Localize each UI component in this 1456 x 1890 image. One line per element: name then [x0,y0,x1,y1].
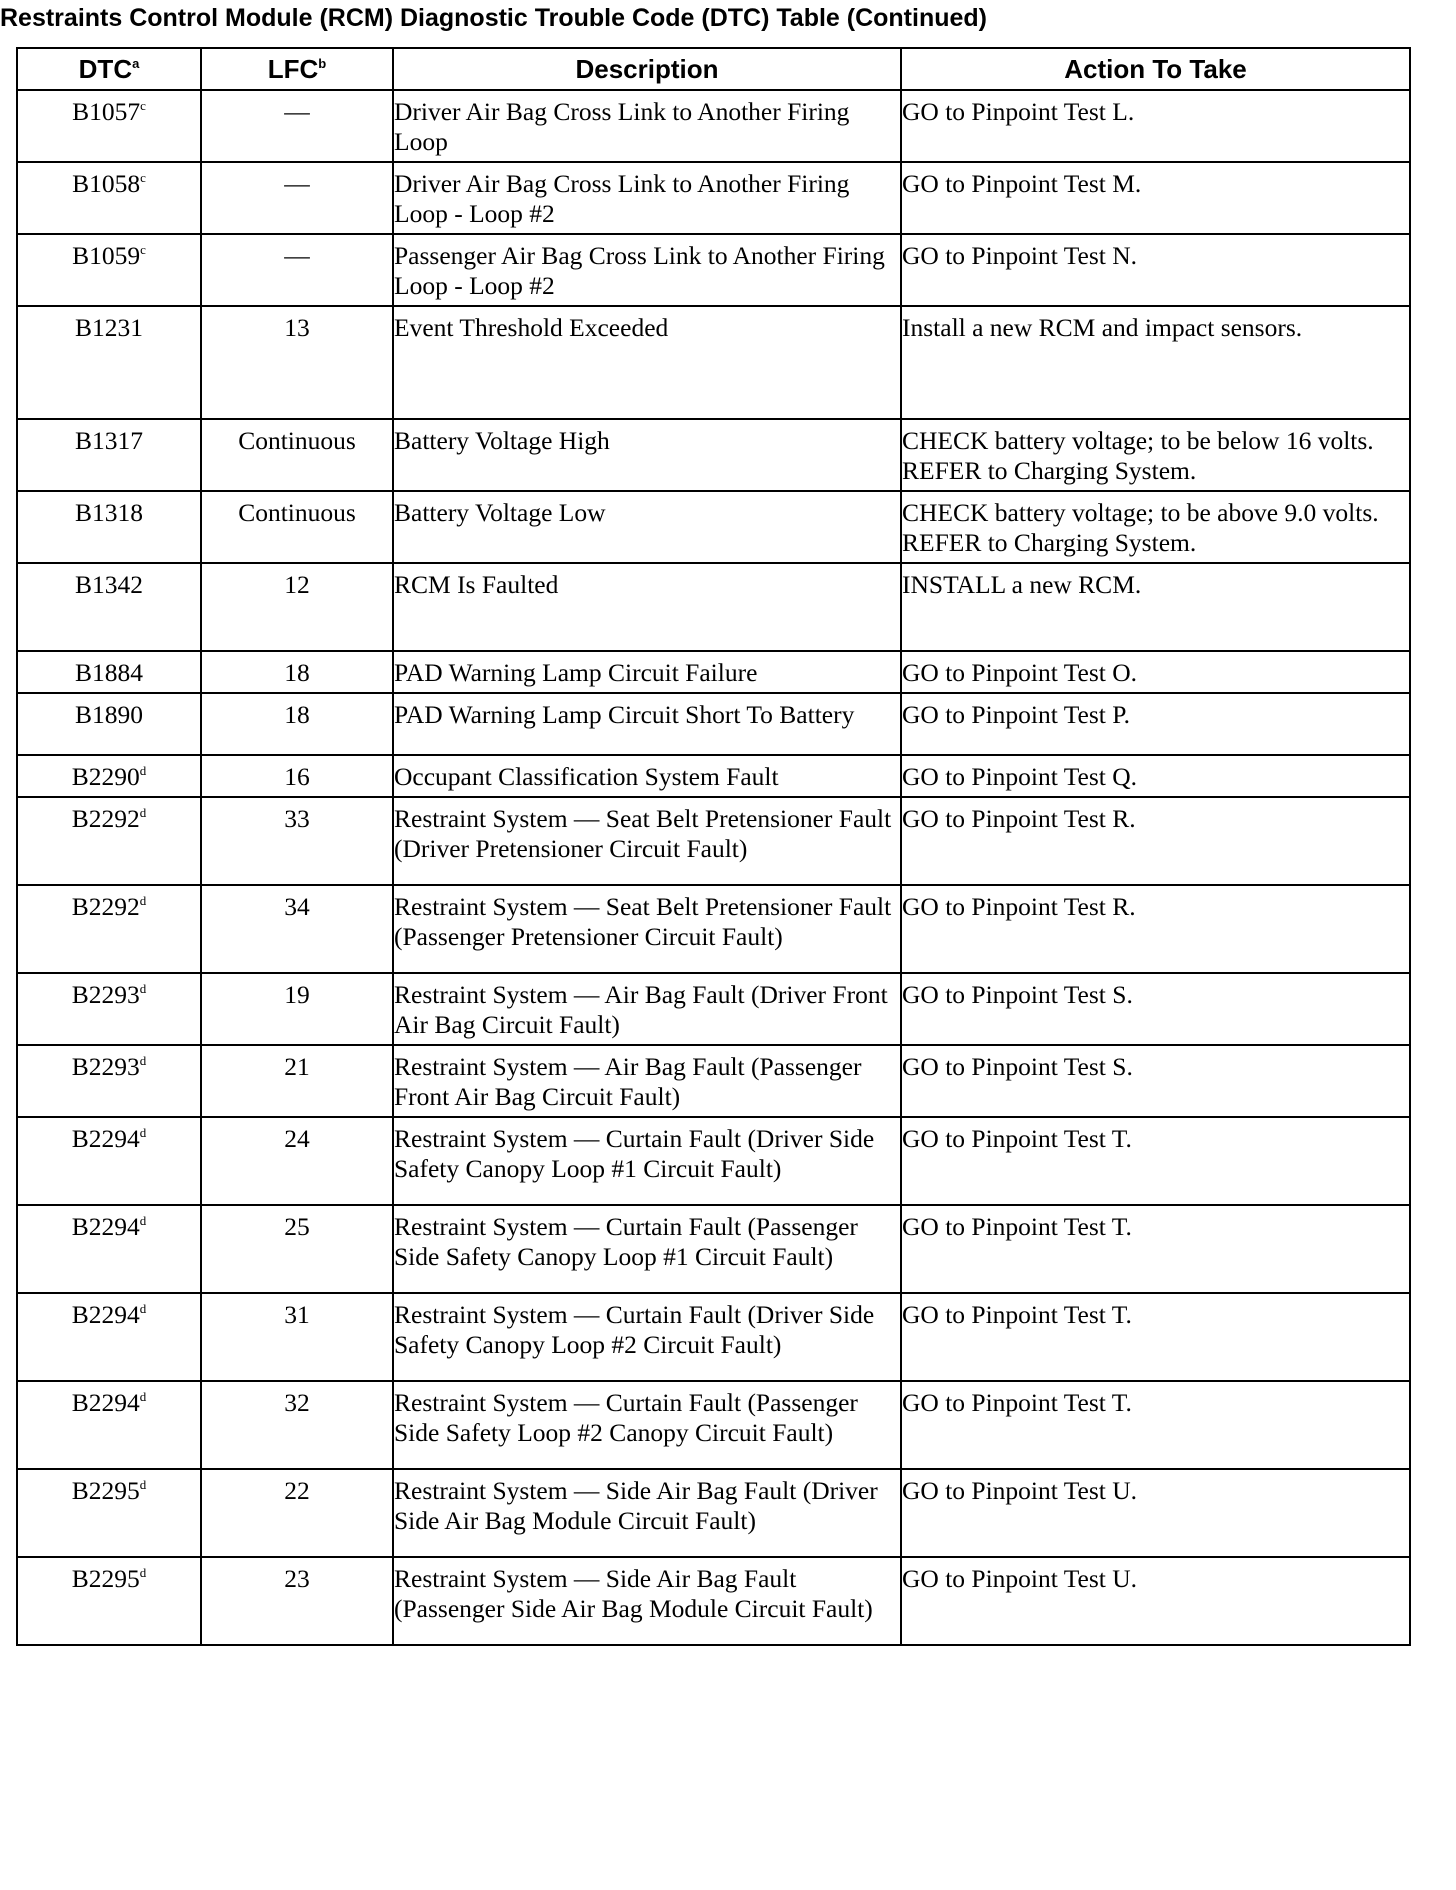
cell-action: Install a new RCM and impact sensors. [901,306,1410,419]
table-row [17,651,1410,693]
cell-description: Restraint System — Curtain Fault (Passenger Side Safety Canopy Loop #1 Circuit Fault) [393,1205,901,1293]
dtc-footnote: d [139,805,147,820]
cell-description: Driver Air Bag Cross Link to Another Firing Loop [393,90,901,162]
cell-action: GO to Pinpoint Test T. [901,1381,1410,1469]
cell-dtc [17,1293,201,1381]
dtc-footnote: d [139,1477,147,1492]
cell-dtc [17,1381,201,1469]
dtc-footnote: d [139,893,147,908]
cell-description: Battery Voltage High [393,419,901,491]
header-dtc-footnote: a [132,56,140,71]
dtc-code: B2293 [71,1052,140,1081]
cell-lfc: 32 [201,1381,393,1469]
cell-description: Passenger Air Bag Cross Link to Another Firing Loop - Loop #2 [393,234,901,306]
cell-dtc [17,1469,201,1557]
table-row [17,1293,1410,1381]
cell-lfc: 16 [201,755,393,797]
dtc-code: B2292 [71,892,140,921]
cell-action: GO to Pinpoint Test N. [901,234,1410,306]
cell-description: Restraint System — Air Bag Fault (Passenger Front Air Bag Circuit Fault) [393,1045,901,1117]
dtc-footnote: d [139,763,147,778]
cell-lfc: 13 [201,306,393,419]
table-row [17,1117,1410,1205]
cell-lfc: 31 [201,1293,393,1381]
header-description [393,48,901,90]
page-title: Restraints Control Module (RCM) Diagnostic Trouble Code (DTC) Table (Continued) [0,4,987,32]
table-body [17,90,1410,1645]
cell-lfc: 22 [201,1469,393,1557]
cell-dtc [17,797,201,885]
header-action-label: Action To Take [1064,54,1247,84]
cell-dtc [17,1205,201,1293]
cell-lfc: Continuous [201,419,393,491]
table-row [17,1381,1410,1469]
dtc-code: B1890 [74,700,143,729]
cell-description: Restraint System — Curtain Fault (Passenger Side Safety Loop #2 Canopy Circuit Fault) [393,1381,901,1469]
table-row [17,1205,1410,1293]
cell-dtc [17,90,201,162]
table-row [17,1469,1410,1557]
cell-dtc [17,973,201,1045]
cell-description: RCM Is Faulted [393,563,901,651]
dtc-code: B1317 [74,426,143,455]
table-row [17,1045,1410,1117]
dtc-code: B1318 [74,498,143,527]
header-dtc-label: DTC [78,54,133,84]
cell-dtc [17,1557,201,1645]
header-lfc-label: LFC [267,54,319,84]
cell-dtc [17,755,201,797]
cell-lfc: — [201,162,393,234]
cell-action: GO to Pinpoint Test S. [901,1045,1410,1117]
dtc-code: B1231 [74,313,143,342]
cell-dtc [17,234,201,306]
cell-dtc [17,693,201,755]
cell-dtc [17,306,201,419]
dtc-code: B1058 [72,169,141,198]
dtc-code: B1884 [74,658,143,687]
cell-action: GO to Pinpoint Test S. [901,973,1410,1045]
cell-description: Restraint System — Side Air Bag Fault (Passenger Side Air Bag Module Circuit Fault) [393,1557,901,1645]
cell-action: GO to Pinpoint Test U. [901,1469,1410,1557]
cell-description: Restraint System — Seat Belt Pretensioner Fault (Driver Pretensioner Circuit Fault) [393,797,901,885]
cell-lfc: 18 [201,693,393,755]
dtc-footnote: c [140,170,146,185]
cell-dtc [17,162,201,234]
dtc-footnote: d [139,1565,147,1580]
table-row [17,563,1410,651]
cell-lfc: 23 [201,1557,393,1645]
cell-action: GO to Pinpoint Test O. [901,651,1410,693]
cell-action: CHECK battery voltage; to be below 16 volts. REFER to Charging System. [901,419,1410,491]
cell-lfc: 12 [201,563,393,651]
cell-action: GO to Pinpoint Test L. [901,90,1410,162]
cell-action: GO to Pinpoint Test T. [901,1117,1410,1205]
dtc-code: B2295 [71,1564,140,1593]
dtc-footnote: d [139,1213,147,1228]
dtc-code: B2293 [71,980,140,1009]
cell-action: INSTALL a new RCM. [901,563,1410,651]
dtc-code: B1057 [72,97,141,126]
table-row [17,306,1410,419]
header-action [901,48,1410,90]
dtc-code: B2294 [71,1388,140,1417]
header-row [17,48,1410,90]
cell-dtc [17,1045,201,1117]
cell-description: Restraint System — Curtain Fault (Driver Side Safety Canopy Loop #1 Circuit Fault) [393,1117,901,1205]
cell-lfc: 33 [201,797,393,885]
table-row [17,885,1410,973]
cell-description: Restraint System — Seat Belt Pretensioner Fault (Passenger Pretensioner Circuit Fault) [393,885,901,973]
dtc-footnote: c [140,242,146,257]
cell-description: Restraint System — Air Bag Fault (Driver Front Air Bag Circuit Fault) [393,973,901,1045]
cell-description: Occupant Classification System Fault [393,755,901,797]
cell-lfc: 24 [201,1117,393,1205]
table-row [17,234,1410,306]
cell-dtc [17,651,201,693]
cell-lfc: 25 [201,1205,393,1293]
dtc-code: B2290 [71,762,140,791]
cell-lfc: 21 [201,1045,393,1117]
cell-action: GO to Pinpoint Test U. [901,1557,1410,1645]
cell-dtc [17,1117,201,1205]
cell-dtc [17,419,201,491]
table-row [17,90,1410,162]
dtc-code: B2294 [71,1212,140,1241]
table-row [17,797,1410,885]
cell-action: GO to Pinpoint Test T. [901,1293,1410,1381]
cell-description: Driver Air Bag Cross Link to Another Firing Loop - Loop #2 [393,162,901,234]
table-row [17,419,1410,491]
table-row [17,755,1410,797]
cell-lfc: Continuous [201,491,393,563]
cell-description: PAD Warning Lamp Circuit Short To Battery [393,693,901,755]
cell-dtc [17,491,201,563]
dtc-footnote: c [140,98,146,113]
dtc-code: B2294 [71,1300,140,1329]
dtc-footnote: d [139,1389,147,1404]
table-header [17,48,1410,90]
table-row [17,491,1410,563]
dtc-code: B2294 [71,1124,140,1153]
cell-action: GO to Pinpoint Test R. [901,885,1410,973]
dtc-footnote: d [139,981,147,996]
table-row [17,693,1410,755]
cell-description: Restraint System — Side Air Bag Fault (Driver Side Air Bag Module Circuit Fault) [393,1469,901,1557]
header-lfc [201,48,393,90]
cell-action: CHECK battery voltage; to be above 9.0 volts. REFER to Charging System. [901,491,1410,563]
dtc-code: B2292 [71,804,140,833]
cell-description: Event Threshold Exceeded [393,306,901,419]
cell-action: GO to Pinpoint Test M. [901,162,1410,234]
table-row [17,162,1410,234]
header-description-label: Description [575,54,719,84]
cell-description: Battery Voltage Low [393,491,901,563]
table-row [17,1557,1410,1645]
cell-description: PAD Warning Lamp Circuit Failure [393,651,901,693]
cell-description: Restraint System — Curtain Fault (Driver Side Safety Canopy Loop #2 Circuit Fault) [393,1293,901,1381]
dtc-footnote: d [139,1125,147,1140]
cell-lfc: 19 [201,973,393,1045]
cell-lfc: 18 [201,651,393,693]
header-lfc-footnote: b [318,56,327,71]
dtc-footnote: d [139,1053,147,1068]
cell-lfc: — [201,90,393,162]
cell-action: GO to Pinpoint Test P. [901,693,1410,755]
table-row [17,973,1410,1045]
dtc-code: B1059 [72,241,141,270]
cell-lfc: — [201,234,393,306]
cell-action: GO to Pinpoint Test R. [901,797,1410,885]
cell-dtc [17,885,201,973]
dtc-code: B1342 [74,570,143,599]
dtc-code: B2295 [71,1476,140,1505]
cell-lfc: 34 [201,885,393,973]
cell-dtc [17,563,201,651]
dtc-footnote: d [139,1301,147,1316]
header-dtc [17,48,201,90]
dtc-table [16,47,1411,1646]
cell-action: GO to Pinpoint Test T. [901,1205,1410,1293]
cell-action: GO to Pinpoint Test Q. [901,755,1410,797]
